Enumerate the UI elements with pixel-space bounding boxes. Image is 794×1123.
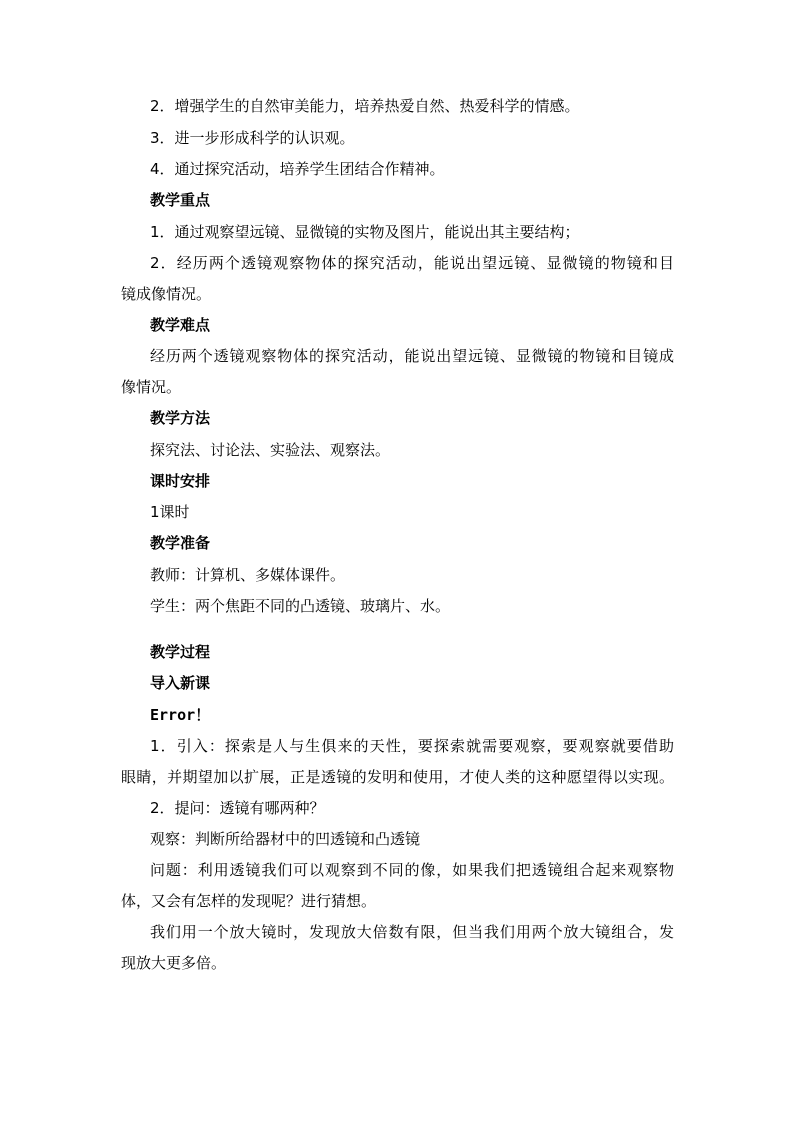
heading-teaching-methods: 教学方法: [150, 409, 211, 427]
intro-item-2: 2．提问：透镜有哪两种？: [150, 799, 325, 817]
difficulty-text-line-1: 经历两个透镜观察物体的探究活动，能说出望远镜、显微镜的物镜和目镜成: [150, 347, 674, 365]
intro-item-1-line-2: 眼睛，并期望加以扩展，正是透镜的发明和使用，才使人类的这种愿望得以实现。: [121, 768, 674, 786]
methods-text: 探究法、讨论法、实验法、观察法。: [150, 441, 391, 459]
focus-item-2-line-1: 2．经历两个透镜观察物体的探究活动，能说出望远镜、显微镜的物镜和目: [150, 254, 674, 272]
preparation-teacher: 教师：计算机、多媒体课件。: [150, 566, 346, 584]
goal-item-3: 3．进一步形成科学的认识观。: [150, 129, 355, 147]
intro-item-1-line-1: 1．引入：探索是人与生俱来的天性，要探索就需要观察，要观察就要借助: [150, 737, 674, 755]
heading-teaching-focus: 教学重点: [150, 191, 211, 209]
schedule-text: 1课时: [150, 503, 190, 521]
preparation-student: 学生：两个焦距不同的凸透镜、玻璃片、水。: [150, 597, 451, 615]
heading-teaching-preparation: 教学准备: [150, 534, 211, 552]
magnifier-text-line-1: 我们用一个放大镜时，发现放大倍数有限，但当我们用两个放大镜组合，发: [150, 923, 674, 941]
heading-teaching-process: 教学过程: [150, 643, 211, 661]
observation-text: 观察：判断所给器材中的凹透镜和凸透镜: [150, 830, 421, 848]
focus-item-1: 1．通过观察望远镜、显微镜的实物及图片，能说出其主要结构；: [150, 223, 580, 241]
heading-introduction: 导入新课: [150, 674, 211, 692]
focus-item-2-line-2: 镜成像情况。: [121, 285, 212, 303]
heading-teaching-difficulty: 教学难点: [150, 316, 211, 334]
question-text-line-1: 问题：利用透镜我们可以观察到不同的像，如果我们把透镜组合起来观察物: [150, 861, 674, 879]
error-marker: Error！: [150, 706, 211, 724]
heading-class-schedule: 课时安排: [150, 472, 211, 490]
difficulty-text-line-2: 像情况。: [121, 378, 182, 396]
goal-item-2: 2．增强学生的自然审美能力，培养热爱自然、热爱科学的情感。: [150, 97, 580, 115]
magnifier-text-line-2: 现放大更多倍。: [121, 954, 227, 972]
question-text-line-2: 体，又会有怎样的发现呢？进行猜想。: [121, 892, 377, 910]
goal-item-4: 4．通过探究活动，培养学生团结合作精神。: [150, 160, 445, 178]
